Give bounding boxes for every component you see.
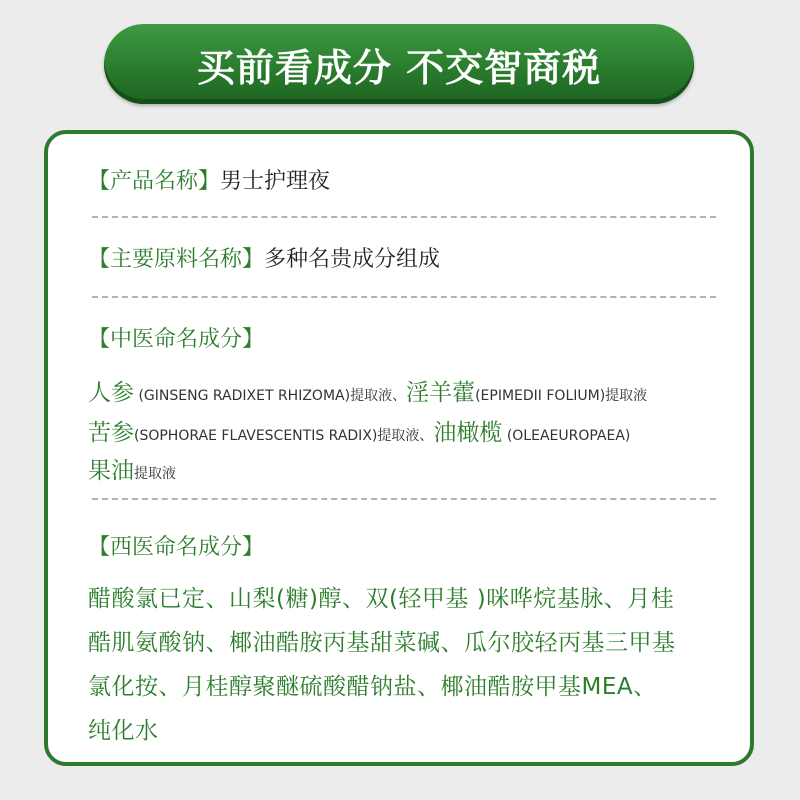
divider <box>92 296 716 298</box>
tcm-extract-text: 提取液、 <box>377 428 434 444</box>
divider <box>92 498 716 500</box>
western-ingredients-line: 酷肌氨酸钠、椰油酷胺丙基甜菜碱、瓜尔胶轻丙基三甲基 <box>88 630 676 656</box>
tcm-extract-text: 提取液 <box>134 466 176 482</box>
tcm-herb: 果油 <box>88 458 134 484</box>
western-ingredients-line: 纯化水 <box>88 718 159 744</box>
tcm-line-2 <box>88 414 630 447</box>
main-material-label: 【主要原料名称】 <box>88 247 265 272</box>
tcm-extract-text: 提取液、 <box>350 388 407 404</box>
header-banner <box>104 24 694 104</box>
western-ingredients-line: 醋酸氯已定、山梨(糖)醇、双(轻甲基 )咪哗烷基脉、月桂 <box>88 586 675 612</box>
divider <box>92 216 716 218</box>
banner-title: 买前看成分 不交智商税 <box>196 45 602 90</box>
tcm-latin-name: (EPIMEDII FOLIUM) <box>475 388 606 404</box>
tcm-label-row <box>88 322 264 353</box>
tcm-herb: 苦参 <box>88 420 134 446</box>
tcm-line-1 <box>88 374 647 407</box>
tcm-herb: 油橄榄 <box>433 420 503 446</box>
western-label: 【西医命名成分】 <box>88 535 265 560</box>
tcm-herb: 人参 <box>88 380 134 406</box>
tcm-extract-text: 提取液 <box>605 388 648 404</box>
main-material-value: 多种名贵成分组成 <box>264 247 441 272</box>
tcm-line-3 <box>88 452 176 485</box>
western-ingredients-line: 氯化按、月桂醇聚醚硫酸醋钠盐、椰油酷胺甲基MEA、 <box>88 674 657 700</box>
ingredients-card <box>44 130 754 766</box>
tcm-latin-name: (GINSENG RADIXET RHIZOMA) <box>134 388 351 404</box>
product-name-label: 【产品名称】 <box>88 169 221 194</box>
western-label-row <box>88 530 264 561</box>
tcm-latin-name: (SOPHORAE FLAVESCENTIS RADIX) <box>134 428 378 444</box>
main-material-row <box>88 242 440 273</box>
tcm-label: 【中医命名成分】 <box>88 327 265 352</box>
product-name-value: 男士护理夜 <box>220 169 331 194</box>
tcm-latin-name: (OLEAEUROPAEA) <box>502 428 631 444</box>
product-name-row <box>88 164 330 195</box>
tcm-herb: 淫羊藿 <box>406 380 476 406</box>
